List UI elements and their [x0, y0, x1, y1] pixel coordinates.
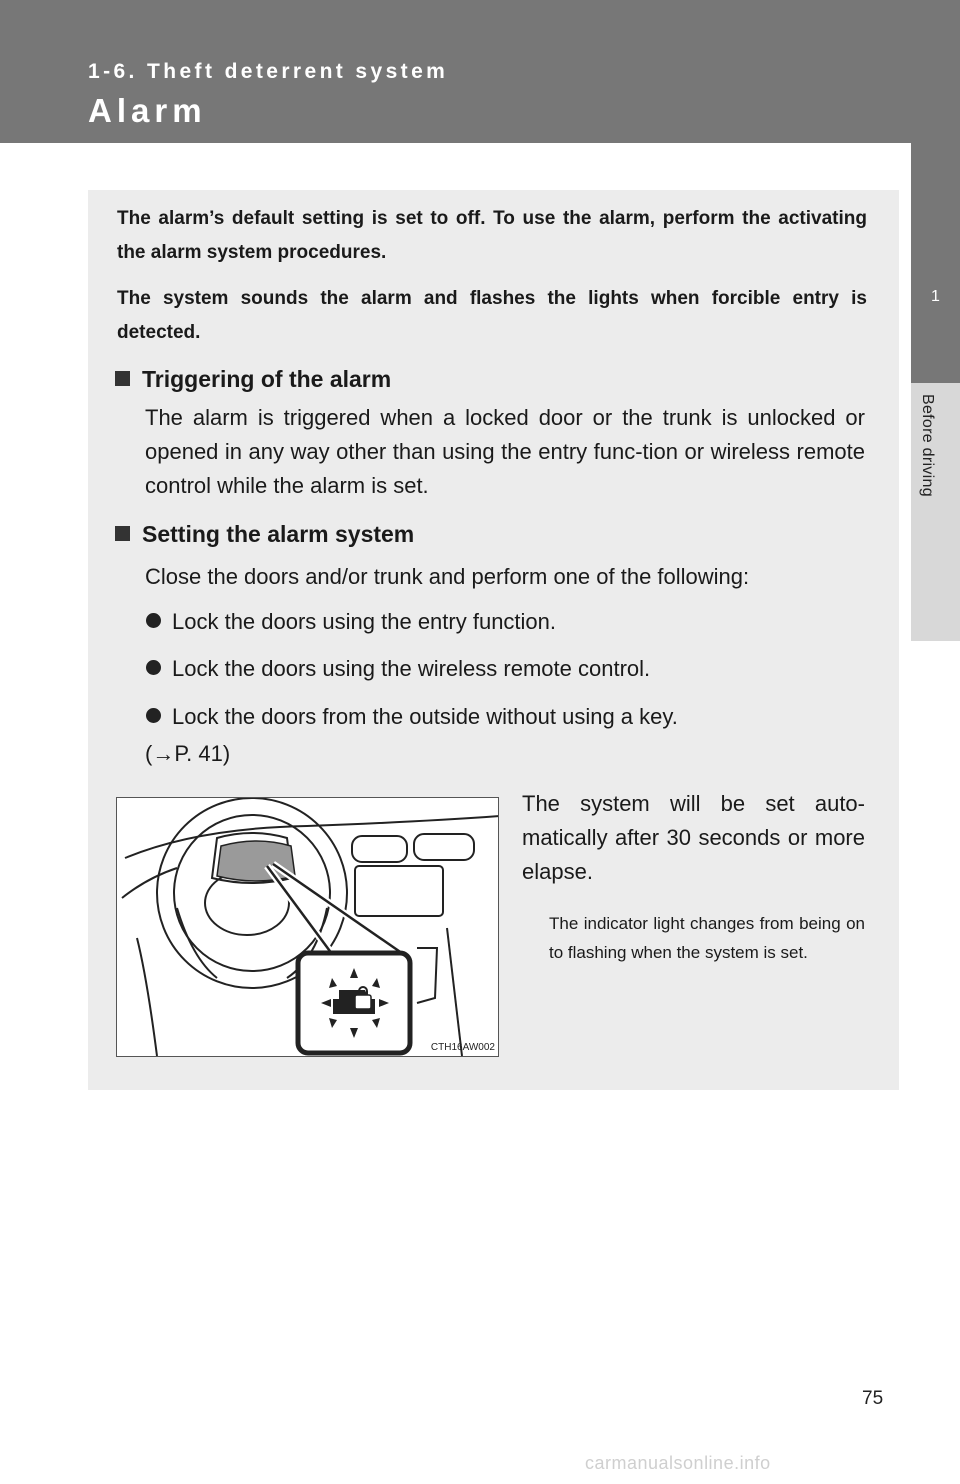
bullet-dot-icon — [146, 613, 161, 628]
bullet-dot-icon — [146, 660, 161, 675]
intro-paragraph: The alarm’s default setting is set to off. To use the alarm, perform the activating the alarm system procedures. — [117, 208, 867, 263]
setting-heading — [115, 521, 414, 548]
page-number: 75 — [862, 1388, 884, 1409]
chapter-tab — [911, 143, 960, 383]
watermark: carmanualsonline.info — [585, 1453, 771, 1473]
setting-heading-text: Setting the alarm system — [142, 521, 415, 547]
chapter-label: Before driving — [919, 394, 936, 497]
bullet-dot-icon — [146, 708, 161, 723]
section-title: 1-6. Theft deterrent system — [88, 60, 449, 83]
set-description: The system will be set auto-matically after 30 seconds or more elapse. — [522, 791, 865, 884]
triggering-text: The alarm is triggered when a locked door or the trunk is unlocked or opened in any way other than using the entry func-tion or wireless remote control while the alarm is set. — [145, 405, 865, 498]
intro-paragraph: The system sounds the alarm and flashes the lights when forcible entry is detected. — [117, 288, 867, 343]
dashboard-drawing — [117, 798, 499, 1057]
setting-text: Close the doors and/or trunk and perform one of the following: — [145, 564, 750, 589]
chapter-number: 1 — [931, 288, 940, 305]
triggering-heading-text: Triggering of the alarm — [142, 366, 392, 392]
page-title: Alarm — [88, 92, 207, 129]
page-reference: (→P. 41) — [145, 741, 231, 766]
square-bullet-icon — [115, 371, 130, 386]
list-item: Lock the doors from the outside without using a key. — [146, 704, 678, 730]
triggering-heading — [115, 366, 391, 393]
square-bullet-icon — [115, 526, 130, 541]
figure-code: CTH16AW002 — [430, 1042, 495, 1053]
indicator-note: The indicator light changes from being on to flashing when the system is set. — [549, 914, 865, 962]
list-item: Lock the doors using the entry function. — [146, 609, 556, 635]
list-item: Lock the doors using the wireless remote control. — [146, 656, 650, 682]
header-bar — [0, 0, 960, 143]
dashboard-illustration — [116, 797, 499, 1057]
